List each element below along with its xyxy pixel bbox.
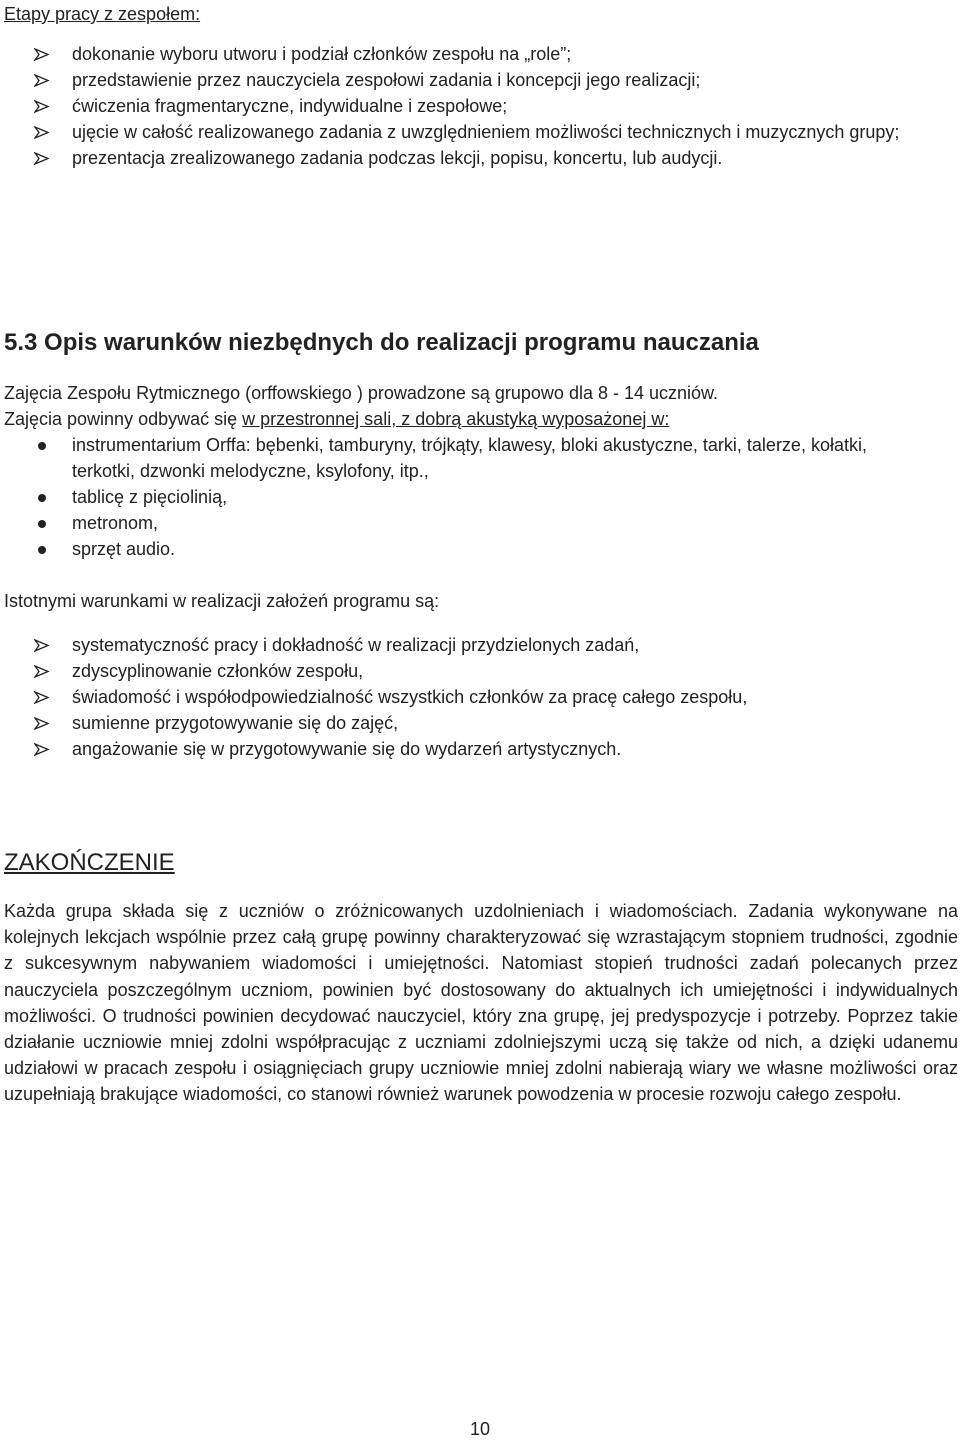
list-item-text: przedstawienie przez nauczyciela zespołowi zadania i koncepcji jego realizacji; bbox=[72, 70, 701, 90]
group-size-paragraph: Zajęcia Zespołu Rytmicznego (orffowskiego ) prowadzone są grupowo dla 8 - 14 uczniów. bbox=[4, 383, 719, 403]
dot-bullet-icon bbox=[38, 520, 46, 528]
list-item-text: świadomość i współodpowiedzialność wszystkich członków za pracę całego zespołu, bbox=[72, 687, 748, 707]
arrow-bullet-icon bbox=[34, 665, 50, 678]
list-item bbox=[0, 510, 920, 536]
room-paragraph bbox=[4, 406, 954, 432]
list-item-text: instrumentarium Orffa: bębenki, tamburyny, trójkąty, klawesy, bloki akustyczne, tarki, talerze, kołatki, terkotki, dzwonki melodyczne, ksylofony, itp., bbox=[72, 435, 867, 481]
dot-bullet-icon bbox=[38, 442, 46, 450]
list-item bbox=[0, 119, 920, 145]
arrow-bullet-icon bbox=[34, 74, 50, 87]
list-item-text: dokonanie wyboru utworu i podział członków zespołu na „role”; bbox=[72, 44, 572, 64]
list-item-text: systematyczność pracy i dokładność w realizacji przydzielonych zadań, bbox=[72, 635, 640, 655]
arrow-bullet-icon bbox=[34, 691, 50, 704]
list-item bbox=[0, 684, 920, 710]
conclusion-title: ZAKOŃCZENIE bbox=[4, 849, 175, 876]
conditions-list bbox=[0, 632, 920, 762]
arrow-bullet-icon bbox=[34, 100, 50, 113]
list-item-text: sprzęt audio. bbox=[72, 539, 176, 559]
list-item bbox=[0, 67, 920, 93]
list-item bbox=[0, 710, 920, 736]
arrow-bullet-icon bbox=[34, 152, 50, 165]
room-paragraph-start: Zajęcia powinny odbywać się bbox=[4, 409, 243, 429]
stages-list bbox=[0, 41, 920, 171]
arrow-bullet-icon bbox=[34, 126, 50, 139]
arrow-bullet-icon bbox=[34, 717, 50, 730]
list-item bbox=[0, 484, 920, 510]
list-item bbox=[0, 41, 920, 67]
list-item-text: zdyscyplinowanie członków zespołu, bbox=[72, 661, 364, 681]
page-number: 10 bbox=[469, 1419, 491, 1439]
dot-bullet-icon bbox=[38, 546, 46, 554]
conditions-intro: Istotnymi warunkami w realizacji założeń programu są: bbox=[4, 591, 440, 611]
list-item bbox=[0, 736, 920, 762]
list-item bbox=[0, 145, 920, 171]
list-item-text: prezentacja zrealizowanego zadania podczas lekcji, popisu, koncertu, lub audycji. bbox=[72, 148, 723, 168]
conclusion-paragraph: Każda grupa składa się z uczniów o zróżnicowanych uzdolnieniach i wiadomościach. Zadania wykonywane na kolejnych lekcjach wspólnie przez całą grupę powinny charakteryzować się wzrastającym stopniem trudności, zgodnie z sukcesywnym nabywaniem wiadomości i umiejętności. Natomiast stopień trudności zadań polecanych przez nauczyciela poszczególnym uczniom, powinien być dostosowany do aktualnych ich umiejętności i indywidualnych możliwości. O trudności powinien decydować nauczyciel, który zna grupę, jej predyspozycje i potrzeby. Poprzez takie działanie uczniowie mniej zdolni współpracując z uczniami zdolniejszymi uczą się także od nich, a dzięki udanemu udziałowi w pracach zespołu i osiągnięciach grupy uczniowie mniej zdolni nabierają wiary we własne możliwości oraz uzupełniają brakujące wiadomości, co stanowi również warunek powodzenia w procesie rozwoju całego zespołu. bbox=[4, 901, 958, 1105]
arrow-bullet-icon bbox=[34, 48, 50, 61]
stages-title: Etapy pracy z zespołem: bbox=[4, 4, 201, 24]
dot-bullet-icon bbox=[38, 494, 46, 502]
list-item bbox=[0, 658, 920, 684]
list-item bbox=[0, 632, 920, 658]
list-item bbox=[0, 536, 920, 562]
list-item-text: ćwiczenia fragmentaryczne, indywidualne i zespołowe; bbox=[72, 96, 508, 116]
section-heading: 5.3 Opis warunków niezbędnych do realizacji programu nauczania bbox=[4, 329, 759, 356]
arrow-bullet-icon bbox=[34, 743, 50, 756]
list-item-text: tablicę z pięciolinią, bbox=[72, 487, 228, 507]
list-item-text: ujęcie w całość realizowanego zadania z uwzględnieniem możliwości technicznych i muzycznych grupy; bbox=[72, 122, 900, 142]
list-item-text: angażowanie się w przygotowywanie się do wydarzeń artystycznych. bbox=[72, 739, 622, 759]
list-item bbox=[0, 432, 920, 484]
list-item-text: metronom, bbox=[72, 513, 159, 533]
equipment-list bbox=[0, 432, 920, 562]
room-paragraph-underlined: w przestronnej sali, z dobrą akustyką wyposażonej w: bbox=[242, 409, 670, 429]
list-item-text: sumienne przygotowywanie się do zajęć, bbox=[72, 713, 399, 733]
arrow-bullet-icon bbox=[34, 639, 50, 652]
list-item bbox=[0, 93, 920, 119]
